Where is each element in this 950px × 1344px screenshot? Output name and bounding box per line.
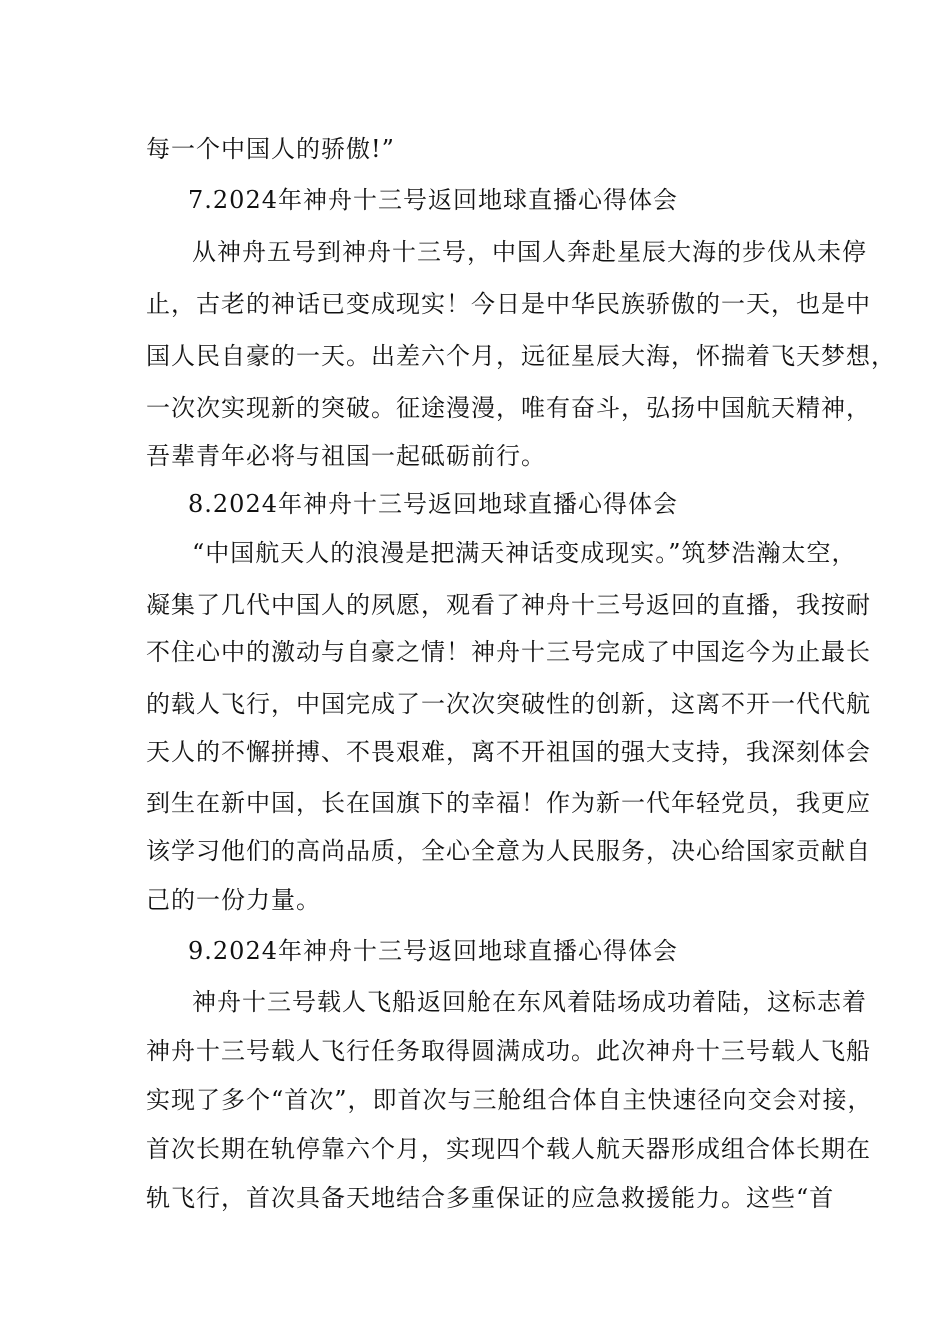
text-line-16: 己的一份力量。 — [146, 886, 321, 914]
text-line-20: 实现了多个“首次”，即首次与三舱组合体自主快速径向交会对接， — [146, 1086, 873, 1114]
text-line-14: 到生在新中国，长在国旗下的幸福！作为新一代年轻党员，我更应 — [146, 789, 871, 817]
text-line-3: 从神舟五号到神舟十三号，中国人奔赴星辰大海的步伐从未停 — [192, 238, 867, 266]
heading-item-7: 7.2024年神舟十三号返回地球直播心得体会 — [188, 186, 678, 214]
text-line-6: 一次次实现新的突破。征途漫漫，唯有奋斗，弘扬中国航天精神， — [146, 394, 871, 422]
text-line-18: 神舟十三号载人飞船返回舱在东风着陆场成功着陆，这标志着 — [192, 988, 867, 1016]
text-line-22: 轨飞行，首次具备天地结合多重保证的应急救援能力。这些“首 — [146, 1184, 835, 1212]
text-line-7: 吾辈青年必将与祖国一起砥砺前行。 — [146, 442, 546, 470]
text-line-9: “中国航天人的浪漫是把满天神话变成现实。”筑梦浩瀚太空， — [192, 539, 857, 567]
text-line-21: 首次长期在轨停靠六个月，实现四个载人航天器形成组合体长期在 — [146, 1135, 871, 1163]
text-line-13: 天人的不懈拼搏、不畏艰难，离不开祖国的强大支持，我深刻体会 — [146, 738, 871, 766]
text-line-12: 的载人飞行，中国完成了一次次突破性的创新，这离不开一代代航 — [146, 690, 871, 718]
heading-item-9: 9.2024年神舟十三号返回地球直播心得体会 — [188, 937, 678, 965]
heading-item-8: 8.2024年神舟十三号返回地球直播心得体会 — [188, 490, 678, 518]
text-line-19: 神舟十三号载人飞行任务取得圆满成功。此次神舟十三号载人飞船 — [146, 1037, 871, 1065]
text-line-11: 不住心中的激动与自豪之情！神舟十三号完成了中国迄今为止最长 — [146, 638, 871, 666]
text-line-4: 止，古老的神话已变成现实！今日是中华民族骄傲的一天，也是中 — [146, 290, 871, 318]
text-line-10: 凝集了几代中国人的夙愿，观看了神舟十三号返回的直播，我按耐 — [146, 591, 871, 619]
text-line-15: 该学习他们的高尚品质，全心全意为人民服务，决心给国家贡献自 — [146, 837, 871, 865]
text-line-1: 每一个中国人的骄傲!” — [146, 135, 395, 163]
text-line-5: 国人民自豪的一天。出差六个月，远征星辰大海，怀揣着飞天梦想， — [146, 342, 896, 370]
